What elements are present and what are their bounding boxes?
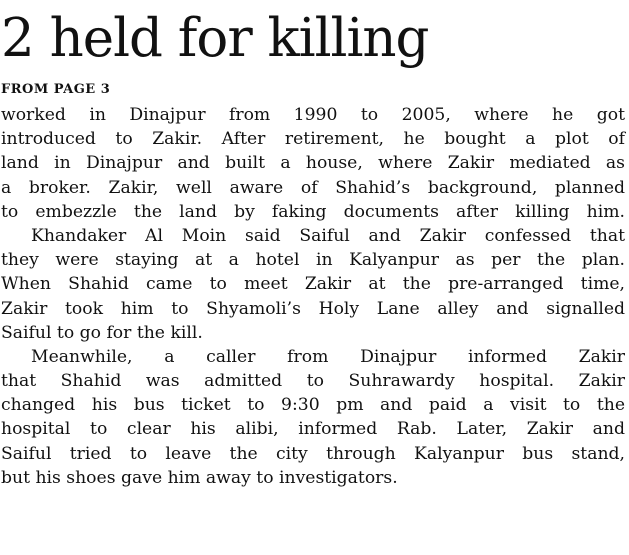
body-line: When Shahid came to meet Zakir at the pre-arranged time,: [1, 274, 625, 295]
body-line: introduced to Zakir. After retirement, he bought a plot of: [1, 129, 625, 150]
body-line: land in Dinajpur and built a house, where Zakir mediated as: [1, 153, 625, 174]
body-line: a broker. Zakir, well aware of Shahid’s background, planned: [1, 177, 625, 198]
body-line: worked in Dinajpur from 1990 to 2005, where he got: [1, 105, 625, 125]
body-line: Saiful to go for the kill.: [1, 322, 203, 343]
body-line: to embezzle the land by faking documents after killing him.: [1, 201, 625, 222]
body-line: Saiful tried to leave the city through Kalyanpur bus stand,: [1, 443, 625, 464]
body-line: but his shoes gave him away to investigators.: [1, 467, 398, 488]
body-line: Meanwhile, a caller from Dinajpur informed Zakir: [31, 346, 625, 367]
body-line: Zakir took him to Shyamoli’s Holy Lane alley and signalled: [1, 298, 625, 319]
body-line: hospital to clear his alibi, informed Rab. Later, Zakir and: [1, 419, 625, 440]
headline: 2 held for killing: [1, 8, 429, 69]
jump-line: FROM PAGE 3: [1, 82, 111, 97]
body-line: Khandaker Al Moin said Saiful and Zakir confessed that: [31, 225, 625, 246]
body-line: changed his bus ticket to 9:30 pm and paid a visit to the: [1, 395, 625, 416]
body-line: they were staying at a hotel in Kalyanpur as per the plan.: [1, 250, 625, 271]
body-line: that Shahid was admitted to Suhrawardy hospital. Zakir: [1, 371, 625, 392]
article-body: [1, 103, 625, 490]
